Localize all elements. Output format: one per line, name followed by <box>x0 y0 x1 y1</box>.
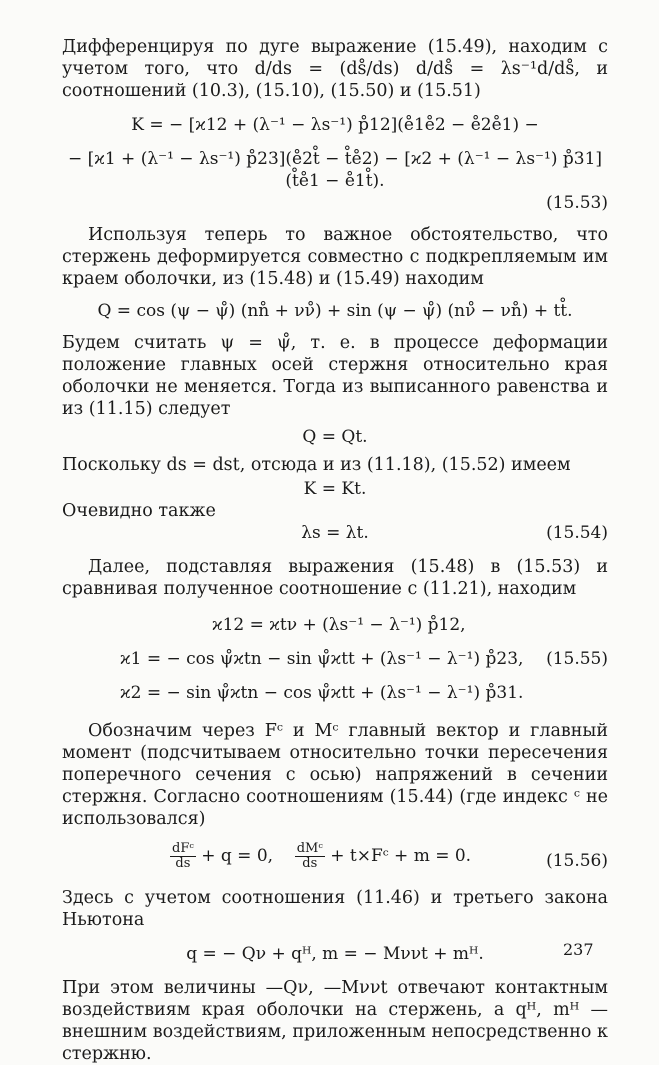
paragraph-6: Далее, подставляя выражения (15.48) в (15.53) и сравнивая полученное соотношение с (11.21), находим <box>62 557 608 599</box>
paragraph-5: Очевидно также <box>62 501 216 521</box>
equation-15-54 <box>62 522 608 544</box>
paragraph-7: Обозначим через Fᶜ и Mᶜ главный вектор и главный момент (подсчитываем относительно точки пересечения поперечного сечения с осью) напряжений в сечении стержня. Согласно соотношениям (15.44) (где индекс ᶜ не использовался) <box>62 721 608 829</box>
paragraph-3: Будем считать ψ = ψ̊, т. е. в процессе деформации положение главных осей стержня относительно края оболочки не меняется. Тогда из выписанного равенства и из (11.15) следует <box>62 333 608 419</box>
equation-Q-equals-Qt: Q = Qt. <box>302 427 368 447</box>
equation-15-56-mid: + q = 0, <box>201 846 274 866</box>
paragraph-4: Поскольку ds = dst, отсюда и из (11.18), (15.52) имеем <box>62 455 571 475</box>
equation-15-55-line2: ϰ1 = − cos ψ̊ϰtn − sin ψ̊ϰtt + (λs⁻¹ − λ⁻¹) p̊23, <box>120 649 524 669</box>
equation-K-equals-Kt: K = Kt. <box>303 479 367 499</box>
equation-15-55-row2 <box>62 648 608 670</box>
equation-q-m: q = − Qν + qᴴ, m = − Mννt + mᴴ. <box>186 944 484 964</box>
equation-15-55-line3: ϰ2 = − sin ψ̊ϰtn − cos ψ̊ϰtt + (λs⁻¹ − λ⁻¹) p̊31. <box>120 683 524 703</box>
equation-15-53-line1: K = − [ϰ12 + (λ⁻¹ − λs⁻¹) p̊12](e̊1e̊2 − e̊2e̊1) − <box>131 115 539 135</box>
page-body <box>62 36 608 1065</box>
equation-15-56-end: + t×Fᶜ + m = 0. <box>330 846 472 866</box>
fraction-dMc-ds: $\frac{\text{dMᶜ}}{ds}$ <box>296 841 323 871</box>
paragraph-2: Используя теперь то важное обстоятельство, что стержень деформируется совместно с подкрепляемым им краем оболочки, из (15.48) и (15.49) находим <box>62 225 608 289</box>
paragraph-8: Здесь с учетом соотношения (11.46) и третьего закона Ньютона <box>62 888 608 930</box>
paragraph-9: При этом величины —Qν, —Mννt отвечают контактным воздействиям края оболочки на стержень, а qᴴ, mᴴ — внешним воздействиям, приложенным непосредственно к стержню. <box>62 978 608 1064</box>
equation-number-15-55: (15.55) <box>546 649 608 669</box>
fraction-dFc-ds: $\frac{\text{dFᶜ}}{ds}$ <box>172 841 194 871</box>
equation-15-53-line2: − [ϰ1 + (λ⁻¹ − λs⁻¹) p̊23](e̊2t̊ − t̊e̊2) − [ϰ2 + (λ⁻¹ − λs⁻¹) p̊31] (t̊e̊1 − e̊1t̊). <box>67 149 603 191</box>
equation-number-15-56: (15.56) <box>546 851 608 871</box>
equation-15-55-line1: ϰ12 = ϰtν + (λs⁻¹ − λ⁻¹) p̊12, <box>212 615 466 635</box>
page-number: 237 <box>563 940 594 959</box>
equation-15-56 <box>62 842 608 871</box>
equation-Q: Q = cos (ψ − ψ̊) (nn̊ + νν̊) + sin (ψ − ψ̊) (nν̊ − νn̊) + tt̊. <box>97 301 573 321</box>
paragraph-1: Дифференцируя по дуге выражение (15.49), находим с учетом того, что d/ds = (ds̊/ds) d/ds̊ = λs⁻¹d/ds̊, и соотношений (10.3), (15.10), (15.50) и (15.51) <box>62 37 608 101</box>
equation-number-15-53: (15.53) <box>546 193 608 213</box>
equation-15-54-body: λs = λt. <box>301 523 369 543</box>
equation-number-15-54: (15.54) <box>546 523 608 543</box>
